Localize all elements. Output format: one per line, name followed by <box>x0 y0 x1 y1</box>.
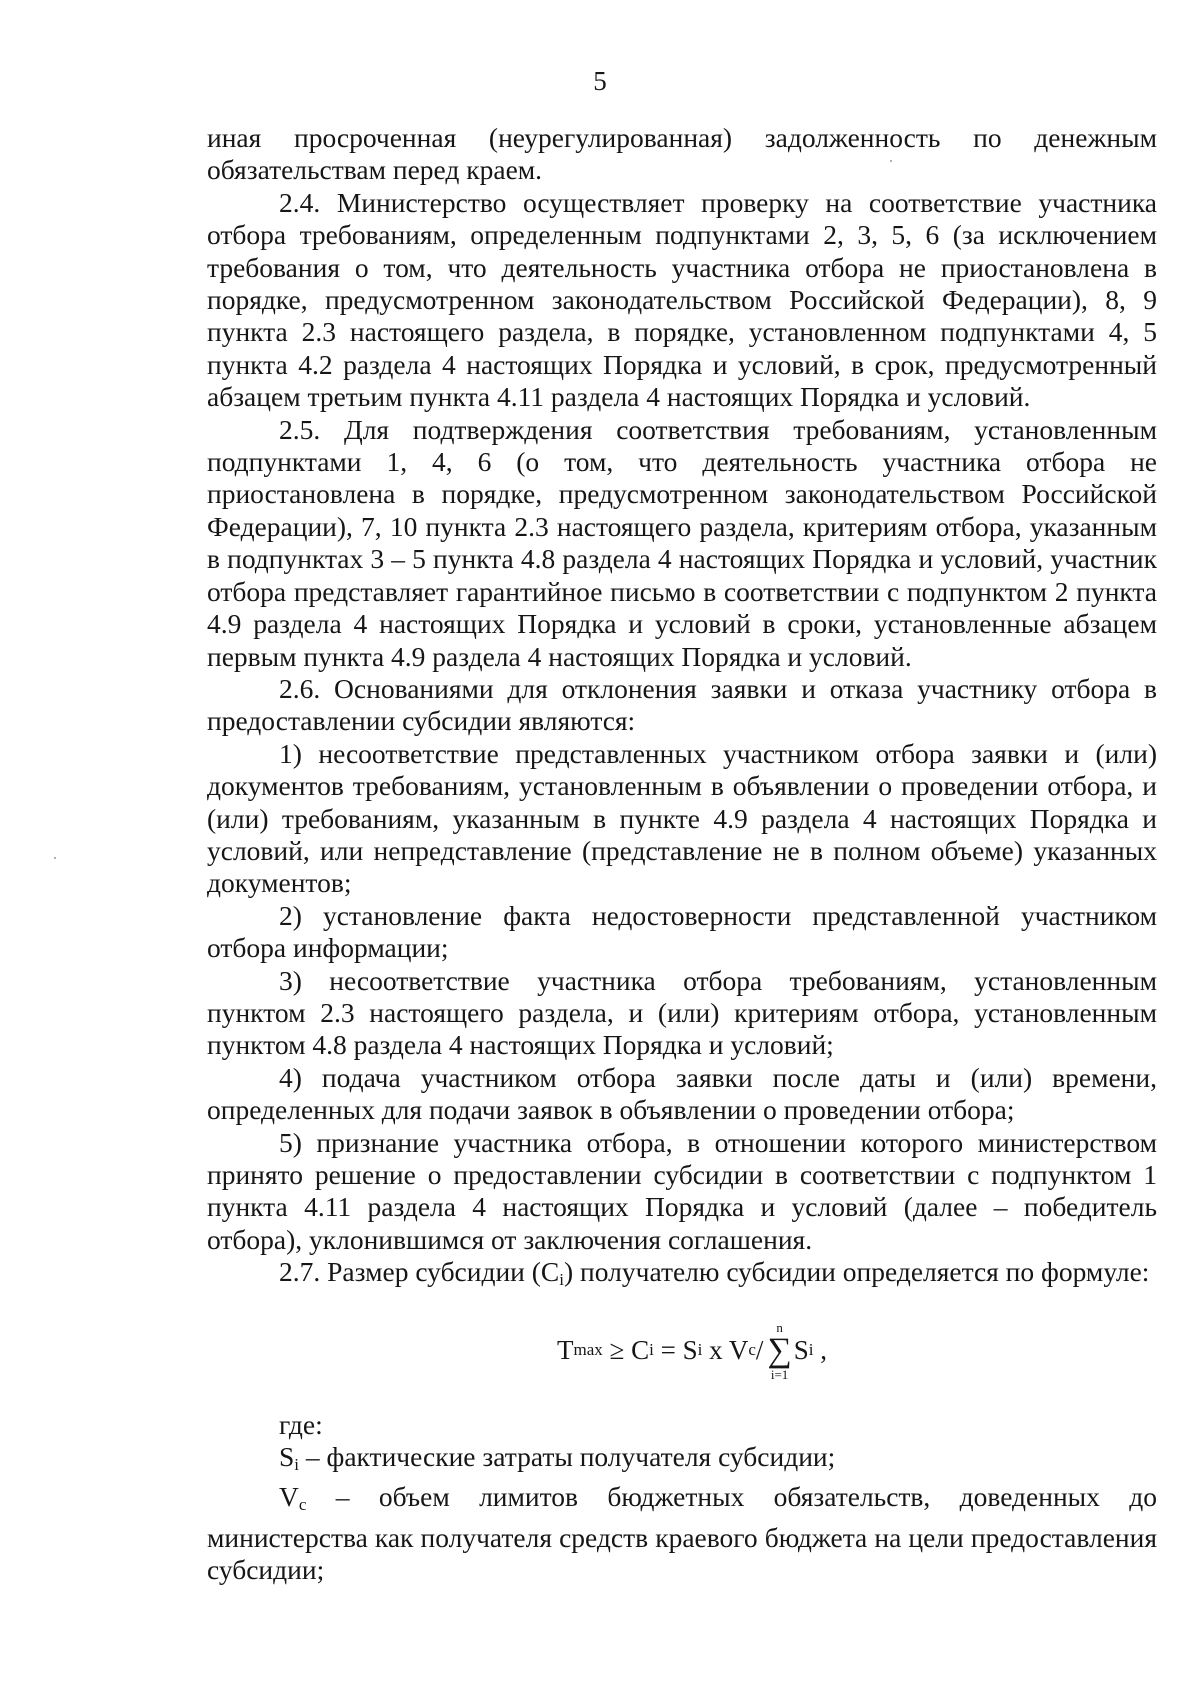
scan-speck <box>54 857 56 859</box>
formula-slash: / <box>755 1335 764 1366</box>
list-item-3: 3) несоответствие участника отбора требованиям, установленным пунктом 2.3 настоящего раздела, и (или) критериям отбора, установленным пунктом 4.8 раздела 4 настоящих Порядка и условий; <box>207 964 1157 1061</box>
p27-before: 2.7. Размер субсидии (C <box>279 1256 560 1288</box>
definition-v <box>207 1481 1157 1586</box>
page-number: 5 <box>593 66 607 96</box>
formula-t-sub: max <box>573 1340 603 1360</box>
list-item-4: 4) подача участником отбора заявки после даты и (или) времени, определенных для подачи заявок в объявлении о проведении отбора; <box>207 1061 1157 1126</box>
formula-s2-sub: i <box>808 1340 814 1360</box>
scan-speck <box>890 160 892 162</box>
paragraph-continuation: иная просроченная (неурегулированная) задолженность по денежным обязательствам перед краем. <box>207 122 1157 186</box>
list-item-1: 1) несоответствие представленных участником отбора заявки и (или) документов требованиям, установленным в объявлении о проведении отбора, и (или) требованиям, указанным в пункте 4.9 раздела 4 настоящих Порядка и условий, или непредставление (представление не в полном объеме) указанных документов; <box>207 737 1157 899</box>
def-s-sub: i <box>294 1455 300 1475</box>
formula-s2: S <box>793 1335 809 1366</box>
where-label: где: <box>279 1408 323 1440</box>
formula-ge: ≥ C <box>602 1335 650 1366</box>
formula-x: x V <box>702 1335 749 1366</box>
formula-v-sub: c <box>748 1340 756 1360</box>
definition-s <box>207 1441 1157 1481</box>
formula-s-sub: i <box>697 1340 703 1360</box>
paragraph-2-6: 2.6. Основаниями для отклонения заявки и отказа участнику отбора в предоставлении субсидии являются: <box>207 672 1157 737</box>
sum-lower-limit: i=1 <box>770 1366 789 1382</box>
def-s-text: – фактические затраты получателя субсидии; <box>299 1441 836 1473</box>
list-item-2: 2) установление факта недостоверности представленной участником отбора информации; <box>207 899 1157 964</box>
formula-end: , <box>813 1335 827 1366</box>
document-body <box>207 122 1157 1587</box>
formula-t: T <box>557 1335 574 1366</box>
sigma-symbol: ∑ <box>767 1331 792 1369</box>
sum-upper-limit: n <box>776 1319 783 1335</box>
formula-eq: = S <box>653 1335 698 1366</box>
def-s-symbol: S <box>279 1441 295 1473</box>
list-item-5: 5) признание участника отбора, в отношении которого министерством принято решение о предоставлении субсидии в соответствии с подпунктом 1 пункта 4.11 раздела 4 настоящих Порядка и условий (далее – победитель отбора), уклонившимся от заключения соглашения. <box>207 1126 1157 1255</box>
formula-c-sub: i <box>649 1340 654 1360</box>
p27-after: ) получателю субсидии определяется по формуле: <box>564 1256 1150 1288</box>
def-v-sub: c <box>298 1495 307 1515</box>
summation-sign <box>767 1321 791 1381</box>
paragraph-2-5: 2.5. Для подтверждения соответствия требованиям, установленным подпунктами 1, 4, 6 (о том, что деятельность участника отбора не приостановлена в порядке, предусмотренном законодательством Российской Федерации), 7, 10 пункта 2.3 настоящего раздела, критериям отбора, указанным в подпунктах 3 – 5 пункта 4.8 раздела 4 настоящих Порядка и условий, участник отбора представляет гарантийное письмо в соответствии с подпунктом 2 пункта 4.9 раздела 4 настоящих Порядка и условий в сроки, установленные абзацем первым пункта 4.9 раздела 4 настоящих Порядка и условий. <box>207 413 1157 672</box>
def-v-text: – объем лимитов бюджетных обязательств, доведенных до министерства как получателя средств краевого бюджета на цели предоставления субсидии; <box>207 1481 1157 1586</box>
subsidy-formula <box>207 1321 1157 1381</box>
paragraph-2-4: 2.4. Министерство осуществляет проверку на соответствие участника отбора требованиям, определенным подпунктами 2, 3, 5, 6 (за исключением требования о том, что деятельность участника отбора не приостановлена в порядке, предусмотренном законодательством Российской Федерации), 8, 9 пункта 2.3 настоящего раздела, в порядке, установленном подпунктами 4, 5 пункта 4.2 раздела 4 настоящих Порядка и условий, в срок, предусмотренный абзацем третьим пункта 4.11 раздела 4 настоящих Порядка и условий. <box>207 186 1157 413</box>
p27-sub: i <box>559 1270 565 1290</box>
paragraph-2-7 <box>207 1256 1157 1296</box>
def-v-symbol: V <box>279 1481 299 1513</box>
